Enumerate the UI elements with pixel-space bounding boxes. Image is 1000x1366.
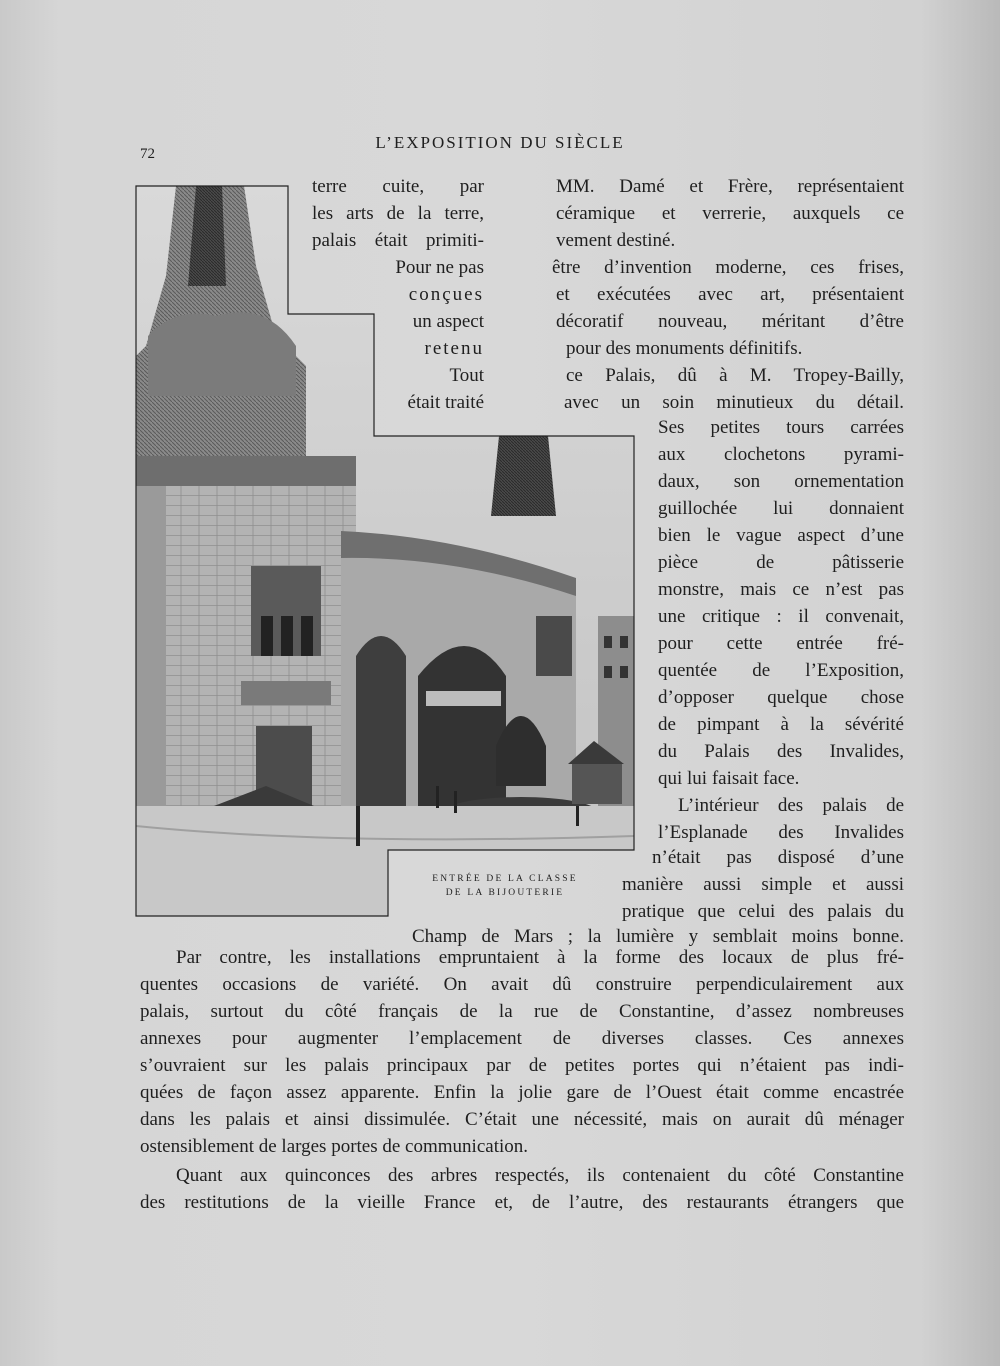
text-line: pratique que celui des palais du <box>622 901 904 922</box>
text-line: quentée de l’Exposition, <box>658 660 904 681</box>
text-line: bien le vague aspect d’une <box>658 525 904 546</box>
text-line: quentes occasions de variété. On avait dû construire perpendiculairement aux <box>140 974 904 995</box>
text-line: guillochée lui donnaient <box>658 498 904 519</box>
text-line: une critique : il convenait, <box>658 606 904 627</box>
text-line: des restitutions de la vieille France et, de l’autre, des restaurants étrangers que <box>140 1192 904 1213</box>
text-line: ostensiblement de larges portes de communication. <box>140 1136 528 1157</box>
text-line: annexes pour augmenter l’emplacement de diverses classes. Ces annexes <box>140 1028 904 1049</box>
text-line: quées de façon assez apparente. Enfin la jolie gare de l’Ouest était comme encastrée <box>140 1082 904 1103</box>
text-line: pièce de pâtisserie <box>658 552 904 573</box>
text-line: MM. Damé et Frère, représentaient <box>556 176 904 197</box>
text-line: qui lui faisait face. <box>658 768 800 789</box>
text-line: Champ de Mars ; la lumière y semblait moins bonne. <box>412 926 904 947</box>
text-line: un aspect <box>412 311 484 332</box>
caption-line: ENTRÉE DE LA CLASSE <box>432 874 578 884</box>
text-line: l’Esplanade des Invalides <box>658 822 904 843</box>
text-line: de pimpant à la sévérité <box>658 714 904 735</box>
text-line: être d’invention moderne, ces frises, <box>552 257 904 278</box>
text-line: Quant aux quinconces des arbres respectés, ils contenaient du côté Constantine <box>176 1165 904 1186</box>
running-title: L’EXPOSITION DU SIÈCLE <box>375 133 625 152</box>
text-line: s’ouvraient sur les palais principaux par de petites portes qui n’étaient pas indi- <box>140 1055 904 1076</box>
text-line: daux, son ornementation <box>658 471 904 492</box>
text-line: conçues <box>408 284 484 305</box>
text-line: était traité <box>407 392 484 413</box>
text-line: retenu <box>424 338 484 359</box>
text-line: pour des monuments définitifs. <box>566 338 803 359</box>
text-line: Pour ne pas <box>395 257 484 278</box>
text-line: aux clochetons pyrami- <box>658 444 904 465</box>
text-line: palais, surtout du côté français de la rue de Constantine, d’assez nombreuses <box>140 1001 904 1022</box>
text-line: Ses petites tours carrées <box>658 417 904 438</box>
caption-line: DE LA BIJOUTERIE <box>445 888 565 898</box>
text-line: pour cette entrée fré- <box>658 633 904 654</box>
text-line: manière aussi simple et aussi <box>622 874 904 895</box>
text-line: terre cuite, par <box>312 176 484 197</box>
text-line: et exécutées avec art, présentaient <box>556 284 904 305</box>
text-line: palais était primiti- <box>312 230 484 251</box>
text-line: n’était pas disposé d’une <box>652 847 904 868</box>
text-line: d’opposer quelque chose <box>658 687 904 708</box>
text-line: avec un soin minutieux du détail. <box>564 392 904 413</box>
text-line: L’intérieur des palais de <box>678 795 904 816</box>
page-number: 72 <box>140 146 155 162</box>
text-line: ce Palais, dû à M. Tropey-Bailly, <box>566 365 904 386</box>
illustration-caption <box>400 872 610 900</box>
text-line: monstre, mais ce n’est pas <box>658 579 904 600</box>
text-line: céramique et verrerie, auxquels ce <box>556 203 904 224</box>
text-line: décoratif nouveau, méritant d’être <box>556 311 904 332</box>
text-line: du Palais des Invalides, <box>658 741 904 762</box>
text-line: Par contre, les installations empruntaient à la forme des locaux de plus fré- <box>176 947 904 968</box>
text-line: les arts de la terre, <box>312 203 484 224</box>
text-line: dans les palais et ainsi dissimulée. C’était une nécessité, mais on aurait dû ménager <box>140 1109 904 1130</box>
text-line: vement destiné. <box>556 230 676 251</box>
text-line: Tout <box>449 365 484 386</box>
